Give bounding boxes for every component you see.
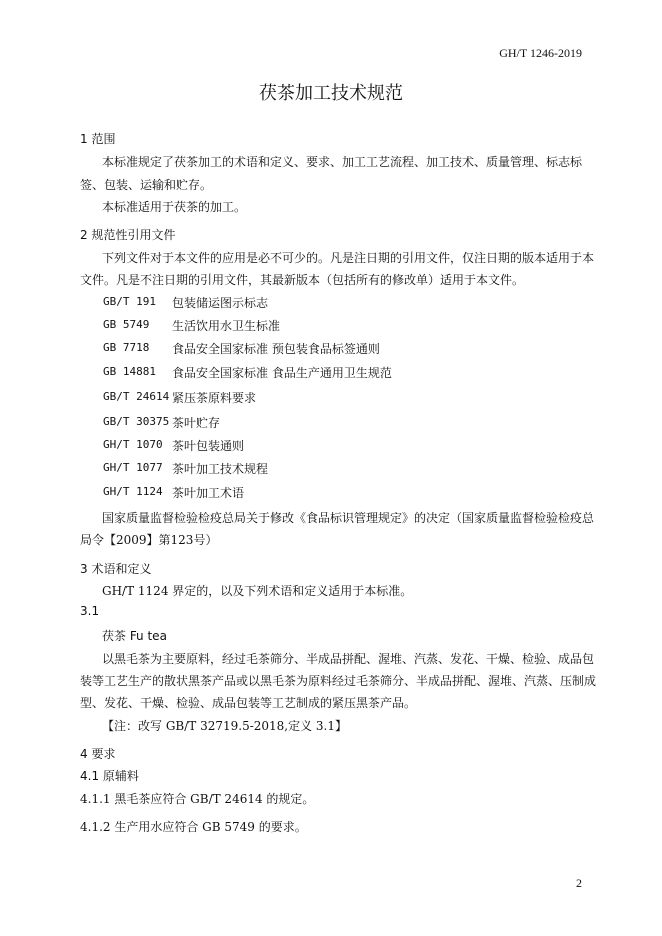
decree-line-2: 局令【2009】第123号）	[80, 533, 218, 547]
term-name: 茯茶 Fu tea	[102, 629, 167, 643]
clause-4-1-2: 4.1.2 生产用水应符合 GB 5749 的要求。	[80, 820, 307, 834]
section-3-heading: 3 术语和定义	[80, 562, 152, 576]
section-4-1-heading: 4.1 原辅料	[80, 769, 139, 783]
ref-code: GB/T 24614	[103, 390, 170, 403]
section-2-intro-line-2: 文件。凡是不注日期的引用文件，其最新版本（包括所有的修改单）适用于本文件。	[80, 273, 525, 287]
term-note: 【注：改写 GB/T 32719.5-2018,定义 3.1】	[102, 719, 348, 733]
page-title: 茯茶加工技术规范	[259, 83, 403, 104]
section-1-para-1-line-2: 签、包装、运输和贮存。	[80, 178, 213, 192]
ref-name: 食品安全国家标准 预包装食品标签通则	[172, 342, 380, 356]
section-1-para-2: 本标准适用于茯茶的加工。	[102, 200, 247, 214]
standard-number: GH/T 1246-2019	[499, 46, 582, 60]
page-number: 2	[576, 876, 582, 890]
definition-line-3: 型、发花、干燥、检验、成品包装等工艺制成的紧压黑茶产品。	[80, 696, 417, 710]
ref-name: 茶叶贮存	[172, 416, 221, 430]
ref-code: GB 14881	[103, 365, 156, 378]
ref-code: GH/T 1077	[103, 461, 163, 474]
decree-line-1: 国家质量监督检验检疫总局关于修改《食品标识管理规定》的决定（国家质量监督检验检疫总	[102, 511, 595, 525]
ref-name: 茶叶加工术语	[172, 486, 245, 500]
term-number: 3.1	[80, 604, 100, 618]
clause-4-1-1: 4.1.1 黑毛茶应符合 GB/T 24614 的规定。	[80, 792, 315, 806]
ref-code: GB/T 30375	[103, 415, 170, 428]
ref-name: 食品安全国家标准 食品生产通用卫生规范	[172, 366, 392, 380]
ref-name: 茶叶加工技术规程	[172, 462, 269, 476]
ref-code: GB 5749	[103, 318, 150, 331]
section-1-para-1-line-1: 本标准规定了茯茶加工的术语和定义、要求、加工工艺流程、加工技术、质量管理、标志标	[102, 155, 583, 169]
section-2-heading: 2 规范性引用文件	[80, 228, 176, 242]
ref-code: GB/T 191	[103, 295, 156, 308]
ref-code: GH/T 1124	[103, 485, 163, 498]
definition-line-2: 装等工艺生产的散状黑茶产品或以黑毛茶为原料经过毛茶筛分、半成品拼配、渥堆、汽蒸、压制成	[80, 674, 597, 688]
ref-name: 生活饮用水卫生标准	[172, 319, 281, 333]
ref-name: 紧压茶原料要求	[172, 391, 257, 405]
ref-code: GH/T 1070	[103, 438, 163, 451]
definition-line-1: 以黑毛茶为主要原料，经过毛茶筛分、半成品拼配、渥堆、汽蒸、发花、干燥、检验、成品包	[102, 652, 595, 666]
section-3-intro: GH/T 1124 界定的，以及下列术语和定义适用于本标准。	[102, 584, 413, 598]
section-1-heading: 1 范围	[80, 132, 116, 146]
section-4-heading: 4 要求	[80, 747, 116, 761]
ref-name: 茶叶包装通则	[172, 439, 245, 453]
ref-code: GB 7718	[103, 341, 150, 354]
ref-name: 包装储运图示标志	[172, 296, 269, 310]
section-2-intro-line-1: 下列文件对于本文件的应用是必不可少的。凡是注日期的引用文件，仅注日期的版本适用于本	[102, 251, 595, 265]
